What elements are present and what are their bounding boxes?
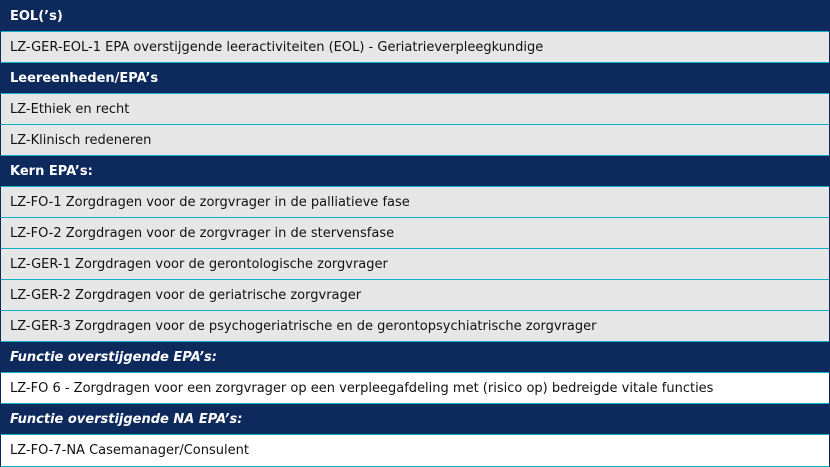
section-header-functie-overstijgende-na: Functie overstijgende NA EPA’s: [1,404,829,435]
table-row: LZ-GER-3 Zorgdragen voor de psychogeriatrische en de gerontopsychiatrische zorgvrager [1,311,829,342]
table-row: LZ-FO 6 - Zorgdragen voor een zorgvrager op een verpleegafdeling met (risico op) bedreigde vitale functies [1,373,829,404]
section-header-kern-epas: Kern EPA’s: [1,156,829,187]
table-row: LZ-FO-1 Zorgdragen voor de zorgvrager in de palliatieve fase [1,187,829,218]
section-header-eol: EOL(’s) [1,1,829,32]
table-row: LZ-FO-7-NA Casemanager/Consulent [1,435,829,467]
table-row: LZ-GER-1 Zorgdragen voor de gerontologische zorgvrager [1,249,829,280]
table-row: LZ-GER-2 Zorgdragen voor de geriatrische zorgvrager [1,280,829,311]
section-header-functie-overstijgende: Functie overstijgende EPA’s: [1,342,829,373]
table-row: LZ-Ethiek en recht [1,94,829,125]
table-row: LZ-FO-2 Zorgdragen voor de zorgvrager in de stervensfase [1,218,829,249]
section-header-leereenheden: Leereenheden/EPA’s [1,63,829,94]
table-row: LZ-GER-EOL-1 EPA overstijgende leeractiviteiten (EOL) - Geriatrieverpleegkundige [1,32,829,63]
table-row: LZ-Klinisch redeneren [1,125,829,156]
